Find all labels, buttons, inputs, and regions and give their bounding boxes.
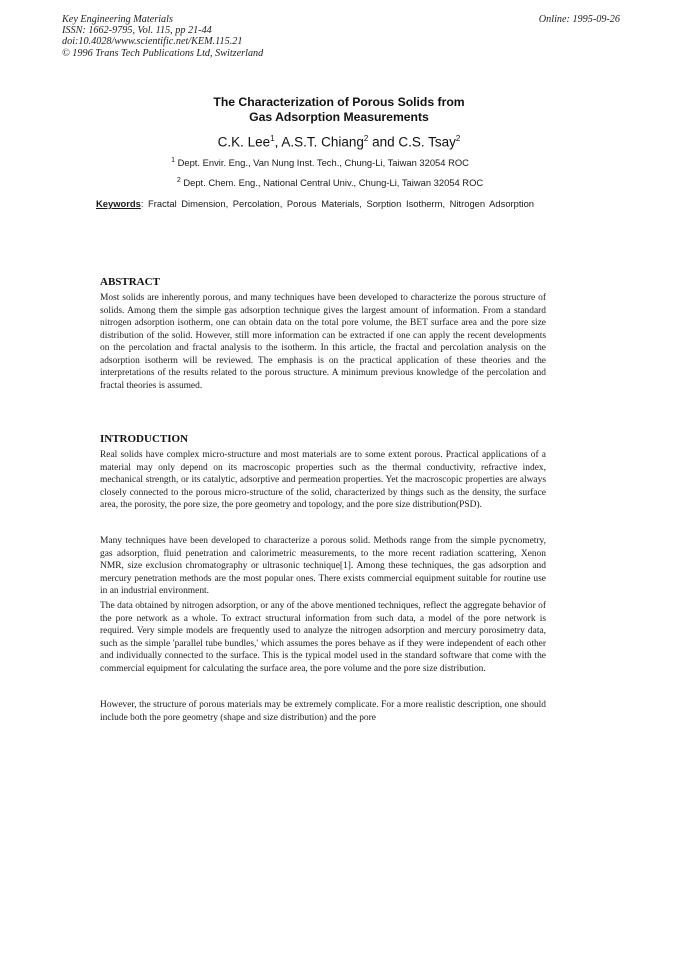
- author-separator: and: [368, 134, 399, 150]
- author-name: A.S.T. Chiang: [281, 134, 364, 150]
- journal-header: [62, 14, 263, 59]
- abstract-paragraph: Most solids are inherently porous, and many techniques have been developed to characterize the porous structure of solids. Among them the simple gas adsorption technique gives the largest amount of information. From a standard nitrogen adsorption isotherm, one can obtain data on the total pore volume, the BET surface area and the pore size distribution of the solid. However, still more information can be extracted if one can apply the recent developments on the percolation and fractal analysis to the isotherm. In this article, the fractal and percolation analysis on the adsorption isotherm will be reviewed. The emphasis is on the practical application of these theories and the interpretations of the results related to the porous structure. A minimum previous knowledge of the percolation and fractal theories is assumed.: [100, 293, 546, 391]
- affiliation-text: Dept. Chem. Eng., National Central Univ., Chung-Li, Taiwan 32054 ROC: [183, 177, 484, 189]
- affiliation-1: [0, 157, 640, 168]
- title-line-2: Gas Adsorption Measurements: [249, 110, 429, 124]
- issn-volume: ISSN: 1662-9795, Vol. 115, pp 21-44: [62, 25, 212, 37]
- author-name: C.S. Tsay: [398, 134, 456, 150]
- journal-name: Key Engineering Materials: [62, 14, 173, 25]
- author-affil-mark: 2: [455, 134, 461, 143]
- keywords-label: Keywords: [96, 198, 141, 209]
- paper-title: [0, 95, 678, 125]
- online-date: Online: 1995-09-26: [538, 14, 620, 25]
- intro-paragraph: However, the structure of porous materials may be extremely complicate. For a more realistic description, one should include both the pore geometry (shape and size distribution) and the pore: [100, 700, 546, 723]
- copyright-notice: © 1996 Trans Tech Publications Ltd, Switzerland: [62, 47, 264, 59]
- affiliation-mark: 1: [171, 157, 175, 164]
- intro-paragraph: Real solids have complex micro-structure and most materials are to some extent porous. Practical applications of a material may only depend on its macroscopic properties such as the thermal conductivity, refractive index, mechanical strength, or its catalytic, adsorptive and permeation properties. Yet the macroscopic properties are always closely connected to the porous micro-structure of the solid, characterized by things such as the density, the surface area, the porosity, the pore size, the pore geometry and topology, and the pore size distribution(PSD).: [100, 450, 546, 511]
- doi-link[interactable]: doi:10.4028/www.scientific.net/KEM.115.21: [62, 36, 243, 48]
- introduction-heading: INTRODUCTION: [100, 433, 189, 445]
- intro-paragraph: Many techniques have been developed to characterize a porous solid. Methods range from the simple pycnometry, gas adsorption, fluid penetration and calorimetric measurements, to the more recent radiation scattering, Xenon NMR, size exclusion chromatography or ultrasonic technique[1]. Among these techniques, the gas adsorption and mercury penetration methods are the most popular ones. There exists commercial equipment suitable for routine use in an industrial environment.: [100, 536, 546, 597]
- abstract-heading: ABSTRACT: [100, 276, 160, 288]
- affiliation-mark: 2: [176, 177, 181, 184]
- intro-paragraph: The data obtained by nitrogen adsorption, or any of the above mentioned techniques, reflect the aggregate behavior of the pore network as a whole. To extract structural information from such data, a model of the pore network is required. Very simple models are frequently used to analyze the nitrogen adsorption and mercury porosimetry data, such as the simple 'parallel tube bundles,' which assumes the pores behave as if they were independent of each other and individually connected to the surface. This is the typical model used in the standard software that come with the commercial equipment for calculating the surface area, the pore volume and the pore size distribution.: [100, 601, 546, 674]
- title-line-1: The Characterization of Porous Solids from: [213, 95, 465, 109]
- keywords-colon: :: [140, 198, 144, 209]
- author-name: C.K. Lee: [217, 134, 271, 150]
- author-separator: ,: [274, 134, 282, 150]
- affiliation-text: Dept. Envir. Eng., Van Nung Inst. Tech., Chung-Li, Taiwan 32054 ROC: [177, 157, 469, 169]
- keywords-text: Fractal Dimension, Percolation, Porous Materials, Sorption Isotherm, Nitrogen Adsorption: [148, 198, 534, 209]
- affiliation-2: [10, 177, 650, 188]
- author-affil-mark: 1: [270, 134, 275, 143]
- keywords: [96, 197, 544, 211]
- author-affil-mark: 2: [363, 134, 369, 143]
- author-list: [0, 134, 678, 150]
